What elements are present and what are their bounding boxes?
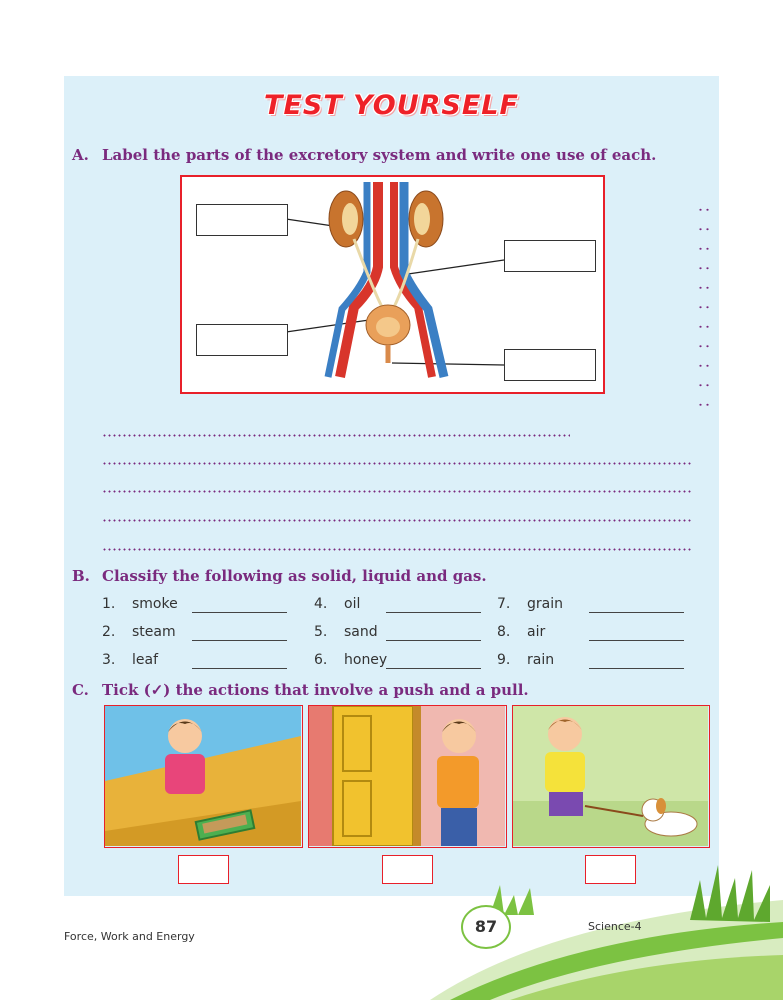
answer-line-4[interactable] [102,519,692,522]
item-number: 6. [314,652,328,668]
page-number: 87 [461,905,511,949]
item-word: grain [527,596,563,612]
margin-dots [697,200,711,420]
item-number: 5. [314,624,328,640]
answer-blank[interactable] [589,612,684,613]
item-number: 4. [314,596,328,612]
item-word: air [527,624,546,640]
answer-line-2[interactable] [102,462,692,465]
item-word: leaf [132,652,159,668]
tick-box-2[interactable] [382,855,433,884]
picture-boy-pushing-door [308,705,507,848]
item-word: honey [344,652,388,668]
page-title: TEST YOURSELF [264,90,519,121]
excretory-system-diagram [180,175,605,394]
answer-blank[interactable] [589,668,684,669]
question-b-text: Classify the following as solid, liquid and gas. [102,567,487,585]
label-box-urethra[interactable] [504,349,596,381]
item-word: sand [344,624,378,640]
item-word: smoke [132,596,178,612]
answer-blank[interactable] [386,668,481,669]
footer-chapter: Force, Work and Energy [64,930,195,943]
boy-pushing-door-illustration [309,706,505,846]
label-box-bladder[interactable] [196,324,288,356]
item-number: 9. [497,652,511,668]
question-c-letter: C. [72,681,89,699]
label-box-kidney[interactable] [196,204,288,236]
answer-blank[interactable] [192,612,287,613]
item-word: steam [132,624,176,640]
item-word: rain [527,652,555,668]
answer-line-3[interactable] [102,490,692,493]
answer-blank[interactable] [192,640,287,641]
label-box-ureter[interactable] [504,240,596,272]
answer-blank[interactable] [386,612,481,613]
answer-line-1[interactable] [102,434,570,437]
boy-walking-dog-illustration [513,706,708,846]
boy-with-box-illustration [105,706,301,846]
picture-boy-with-box [104,705,303,848]
answer-blank[interactable] [589,640,684,641]
item-number: 8. [497,624,511,640]
question-c-text: Tick (✓) the actions that involve a push and a pull. [102,681,529,699]
question-a-text: Label the parts of the excretory system and write one use of each. [102,146,657,164]
question-a-letter: A. [72,146,89,164]
question-b-letter: B. [72,567,90,585]
tick-box-1[interactable] [178,855,229,884]
item-number: 3. [102,652,116,668]
footer-book: Science-4 [588,920,642,933]
answer-line-5[interactable] [102,548,692,551]
item-number: 2. [102,624,116,640]
picture-boy-walking-dog [512,705,710,848]
item-number: 1. [102,596,116,612]
item-number: 7. [497,596,511,612]
answer-blank[interactable] [386,640,481,641]
item-word: oil [344,596,361,612]
answer-blank[interactable] [192,668,287,669]
